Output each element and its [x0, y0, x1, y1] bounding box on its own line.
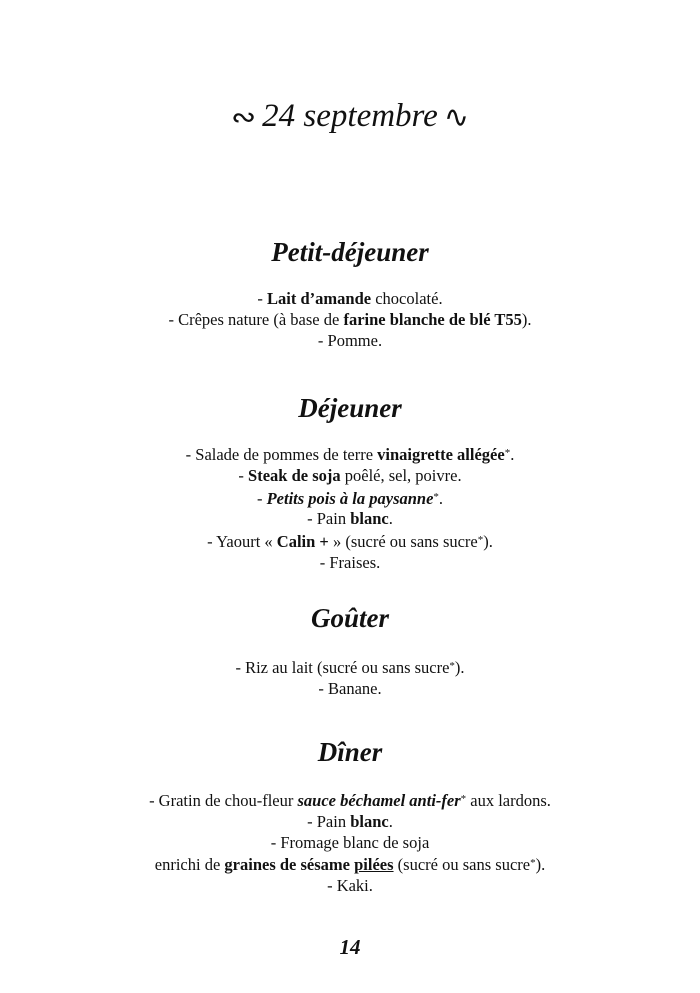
menu-item-text: - Salade de pommes de terre [185, 445, 378, 464]
menu-item-text: blanc [350, 509, 389, 529]
menu-item-text: . [510, 445, 515, 464]
menu-item-text: - Crêpes nature (à base de [168, 309, 344, 329]
menu-item-text: sauce béchamel anti-fer [297, 791, 461, 810]
footnote-marker: * [530, 857, 536, 870]
footnote-marker: * [477, 534, 484, 547]
menu-item [0, 553, 700, 574]
menu-item [0, 656, 700, 679]
menu-item-text: - [256, 488, 267, 508]
menu-item [0, 487, 700, 510]
menu-list-petit-dejeuner [0, 289, 700, 351]
menu-item-text: . [388, 509, 393, 529]
section-heading-gouter: Goûter [310, 603, 389, 633]
menu-item-text: » (sucré ou sans sucre [328, 532, 478, 552]
menu-item-text: Calin + [276, 532, 329, 552]
menu-item-text: - Pain [307, 509, 351, 529]
menu-item [0, 310, 700, 331]
menu-item-text: vinaigrette allégée [377, 445, 505, 464]
menu-item [0, 789, 700, 812]
menu-item-text: ). [454, 658, 465, 677]
footnote-marker: * [504, 447, 511, 459]
menu-item-text: blanc [350, 811, 389, 831]
menu-item-text: ). [521, 309, 532, 329]
menu-item-text: - [238, 465, 249, 485]
page-title [0, 90, 700, 144]
menu-item-text: chocolaté. [371, 289, 443, 308]
menu-item-text: Petits pois à la paysanne [266, 488, 434, 508]
menu-item-text: . [388, 811, 393, 831]
menu-item-text: - Kaki. [327, 876, 373, 896]
menu-item [0, 466, 700, 487]
menu-item [0, 331, 700, 352]
menu-item-text: pilées [354, 855, 394, 875]
page-number: 14 [339, 935, 361, 959]
menu-list-dejeuner [0, 443, 700, 574]
menu-item-text: ). [483, 532, 493, 552]
menu-item [0, 509, 700, 530]
menu-item-text: - Riz au lait (sucré ou sans sucre [235, 658, 450, 677]
section-heading-dejeuner: Déjeuner [298, 393, 402, 423]
menu-item-text: . [438, 488, 444, 508]
section-heading-diner: Dîner [317, 737, 383, 767]
menu-item-text: aux lardons. [466, 791, 551, 810]
footnote-marker: * [460, 793, 467, 805]
menu-item-text: - Pain [307, 811, 351, 831]
menu-item-text: enrichi de [154, 855, 225, 875]
menu-item [0, 876, 700, 897]
footnote-marker: * [433, 490, 439, 503]
menu-list-diner [0, 789, 700, 897]
menu-item-text: ). [535, 855, 546, 875]
menu-item [0, 679, 700, 700]
menu-item [0, 853, 700, 876]
menu-item [0, 833, 700, 854]
right-ornament-icon: ∿ [443, 101, 469, 135]
menu-item-text: - Banane. [318, 678, 382, 698]
menu-item-text: - Fromage blanc de soja [270, 832, 430, 852]
menu-item [0, 289, 700, 310]
section-heading-petit-dejeuner: Petit-déjeuner [271, 237, 429, 267]
menu-item-text: graines de sésame [224, 855, 350, 875]
menu-item-text: - [257, 289, 268, 308]
menu-item-text: Lait d’amande [267, 289, 372, 308]
menu-item-text: Steak de soja [248, 465, 341, 485]
menu-item [0, 812, 700, 833]
menu-item [0, 530, 700, 553]
page-title-text: 24 septembre [262, 98, 438, 134]
menu-item-text: - Pomme. [317, 330, 383, 350]
menu-item-text: poêlé, sel, poivre. [340, 465, 462, 485]
footnote-marker: * [449, 660, 455, 672]
menu-item-text: - Yaourt « [207, 532, 277, 552]
menu-item-text: - Gratin de chou-fleur [149, 791, 298, 810]
menu-item-text: - Fraises. [319, 552, 381, 572]
menu-item-text: farine blanche de blé T55 [343, 309, 522, 329]
left-ornament-icon: ∾ [231, 101, 257, 135]
menu-item [0, 443, 700, 466]
menu-item-text: (sucré ou sans sucre [393, 855, 531, 875]
menu-list-gouter [0, 656, 700, 700]
